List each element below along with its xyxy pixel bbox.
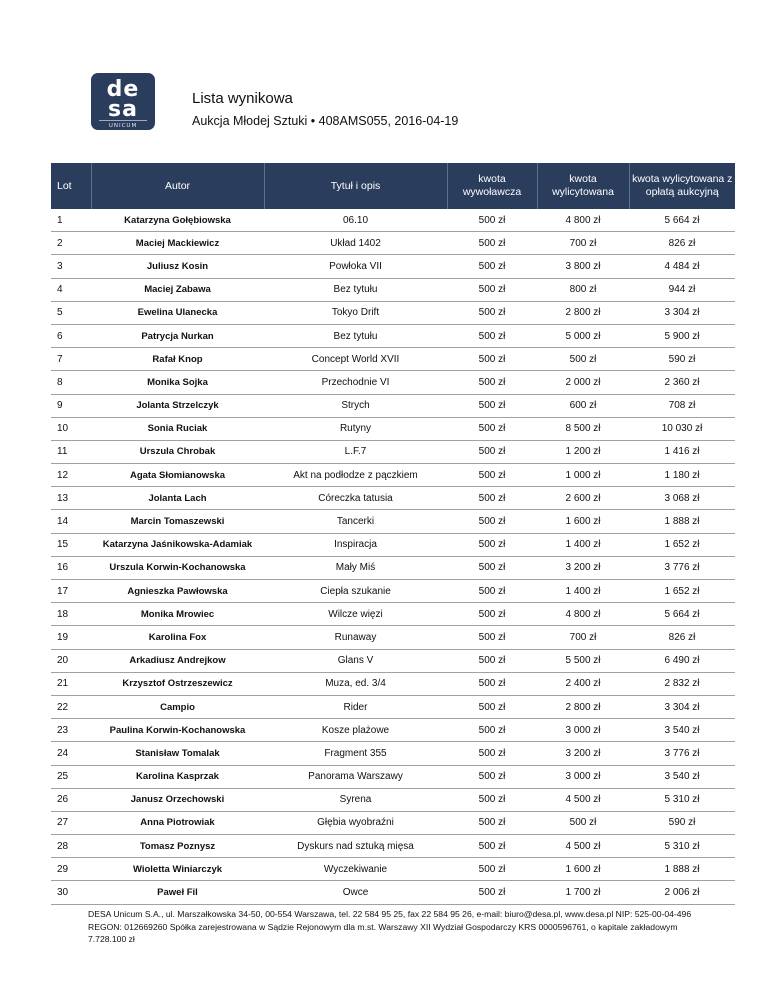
column-header-start-price: kwota wywoławcza <box>447 163 537 209</box>
column-header-lot: Lot <box>51 163 91 209</box>
start-price: 500 zł <box>447 348 537 371</box>
author-name: Stanisław Tomalak <box>91 742 264 765</box>
start-price: 500 zł <box>447 672 537 695</box>
hammer-price: 4 500 zł <box>537 835 629 858</box>
table-row <box>51 881 735 904</box>
hammer-price: 800 zł <box>537 278 629 301</box>
start-price: 500 zł <box>447 556 537 579</box>
total-price: 2 006 zł <box>629 881 735 904</box>
lot-number: 2 <box>51 232 91 255</box>
author-name: Urszula Chrobak <box>91 440 264 463</box>
start-price: 500 zł <box>447 324 537 347</box>
total-price: 3 304 zł <box>629 301 735 324</box>
column-header-author: Autor <box>91 163 264 209</box>
author-name: Campio <box>91 695 264 718</box>
author-name: Agata Słomianowska <box>91 464 264 487</box>
table-row <box>51 232 735 255</box>
table-row <box>51 510 735 533</box>
lot-number: 1 <box>51 209 91 232</box>
author-name: Paweł Fil <box>91 881 264 904</box>
start-price: 500 zł <box>447 788 537 811</box>
artwork-title: Kosze plażowe <box>264 719 447 742</box>
hammer-price: 3 000 zł <box>537 765 629 788</box>
lot-number: 22 <box>51 695 91 718</box>
start-price: 500 zł <box>447 580 537 603</box>
lot-number: 23 <box>51 719 91 742</box>
hammer-price: 500 zł <box>537 348 629 371</box>
author-name: Juliusz Kosin <box>91 255 264 278</box>
lot-number: 21 <box>51 672 91 695</box>
total-price: 3 540 zł <box>629 765 735 788</box>
lot-number: 6 <box>51 324 91 347</box>
total-price: 944 zł <box>629 278 735 301</box>
table-row <box>51 487 735 510</box>
start-price: 500 zł <box>447 603 537 626</box>
company-footer: DESA Unicum S.A., ul. Marszałkowska 34-50, 00-554 Warszawa, tel. 22 584 95 25, fax 22 584 95 26, e-mail: biuro@desa.pl, www.desa.pl NIP: 525-00-04-496 REGON: 012669260 Spółka zarejestrowana w Sądzie Rejonowym dla m.st. Warszawy XII Wydział Gospodarczy KRS 0000596761, o kapitale zakładowym 7.728.100 zł <box>88 909 692 944</box>
lot-number: 19 <box>51 626 91 649</box>
hammer-price: 2 400 zł <box>537 672 629 695</box>
total-price: 826 zł <box>629 232 735 255</box>
author-name: Maciej Mackiewicz <box>91 232 264 255</box>
table-row <box>51 440 735 463</box>
hammer-price: 500 zł <box>537 811 629 834</box>
lot-number: 11 <box>51 440 91 463</box>
start-price: 500 zł <box>447 695 537 718</box>
start-price: 500 zł <box>447 487 537 510</box>
table-row <box>51 556 735 579</box>
author-name: Paulina Korwin-Kochanowska <box>91 719 264 742</box>
artwork-title: Glans V <box>264 649 447 672</box>
lot-number: 4 <box>51 278 91 301</box>
author-name: Jolanta Strzelczyk <box>91 394 264 417</box>
hammer-price: 1 200 zł <box>537 440 629 463</box>
total-price: 3 540 zł <box>629 719 735 742</box>
start-price: 500 zł <box>447 232 537 255</box>
logo-mark <box>91 73 155 130</box>
start-price: 500 zł <box>447 510 537 533</box>
table-row <box>51 580 735 603</box>
lot-number: 7 <box>51 348 91 371</box>
hammer-price: 2 600 zł <box>537 487 629 510</box>
artwork-title: Inspiracja <box>264 533 447 556</box>
artwork-title: Córeczka tatusia <box>264 487 447 510</box>
table-body <box>51 209 735 904</box>
start-price: 500 zł <box>447 417 537 440</box>
start-price: 500 zł <box>447 626 537 649</box>
hammer-price: 5 500 zł <box>537 649 629 672</box>
start-price: 500 zł <box>447 440 537 463</box>
table-row <box>51 533 735 556</box>
table-row <box>51 719 735 742</box>
hammer-price: 1 400 zł <box>537 580 629 603</box>
artwork-title: Bez tytułu <box>264 324 447 347</box>
lot-number: 12 <box>51 464 91 487</box>
start-price: 500 zł <box>447 858 537 881</box>
table-row <box>51 695 735 718</box>
table-row <box>51 858 735 881</box>
author-name: Tomasz Poznysz <box>91 835 264 858</box>
hammer-price: 2 000 zł <box>537 371 629 394</box>
logo-line1: de <box>106 77 140 102</box>
artwork-title: Dyskurs nad sztuką mięsa <box>264 835 447 858</box>
lot-number: 25 <box>51 765 91 788</box>
lot-number: 8 <box>51 371 91 394</box>
table-row <box>51 417 735 440</box>
artwork-title: Tokyo Drift <box>264 301 447 324</box>
artwork-title: Głębia wyobraźni <box>264 811 447 834</box>
total-price: 10 030 zł <box>629 417 735 440</box>
lot-number: 18 <box>51 603 91 626</box>
start-price: 500 zł <box>447 278 537 301</box>
hammer-price: 4 800 zł <box>537 603 629 626</box>
author-name: Urszula Korwin-Kochanowska <box>91 556 264 579</box>
author-name: Marcin Tomaszewski <box>91 510 264 533</box>
author-name: Monika Mrowiec <box>91 603 264 626</box>
table-row <box>51 626 735 649</box>
artwork-title: L.F.7 <box>264 440 447 463</box>
lot-number: 14 <box>51 510 91 533</box>
lot-number: 28 <box>51 835 91 858</box>
artwork-title: Wyczekiwanie <box>264 858 447 881</box>
hammer-price: 700 zł <box>537 232 629 255</box>
hammer-price: 1 700 zł <box>537 881 629 904</box>
author-name: Patrycja Nurkan <box>91 324 264 347</box>
start-price: 500 zł <box>447 811 537 834</box>
total-price: 590 zł <box>629 811 735 834</box>
start-price: 500 zł <box>447 719 537 742</box>
author-name: Katarzyna Gołębiowska <box>91 209 264 232</box>
artwork-title: Panorama Warszawy <box>264 765 447 788</box>
total-price: 1 180 zł <box>629 464 735 487</box>
author-name: Wioletta Winiarczyk <box>91 858 264 881</box>
start-price: 500 zł <box>447 533 537 556</box>
logo-line2: sa <box>108 97 138 122</box>
lot-number: 27 <box>51 811 91 834</box>
start-price: 500 zł <box>447 742 537 765</box>
start-price: 500 zł <box>447 464 537 487</box>
artwork-title: Muza, ed. 3/4 <box>264 672 447 695</box>
column-header-title: Tytuł i opis <box>264 163 447 209</box>
table-header-row <box>51 163 735 209</box>
table-row <box>51 672 735 695</box>
hammer-price: 3 000 zł <box>537 719 629 742</box>
total-price: 1 652 zł <box>629 580 735 603</box>
artwork-title: Strych <box>264 394 447 417</box>
column-header-total-price: kwota wylicytowana z opłatą aukcyjną <box>629 163 735 209</box>
table-row <box>51 301 735 324</box>
lot-number: 24 <box>51 742 91 765</box>
artwork-title: Akt na podłodze z pączkiem <box>264 464 447 487</box>
table-row <box>51 348 735 371</box>
hammer-price: 4 500 zł <box>537 788 629 811</box>
table-row <box>51 788 735 811</box>
lot-number: 17 <box>51 580 91 603</box>
artwork-title: Przechodnie VI <box>264 371 447 394</box>
hammer-price: 8 500 zł <box>537 417 629 440</box>
hammer-price: 600 zł <box>537 394 629 417</box>
total-price: 1 652 zł <box>629 533 735 556</box>
author-name: Arkadiusz Andrejkow <box>91 649 264 672</box>
start-price: 500 zł <box>447 649 537 672</box>
lot-number: 10 <box>51 417 91 440</box>
total-price: 826 zł <box>629 626 735 649</box>
table-row <box>51 255 735 278</box>
author-name: Agnieszka Pawłowska <box>91 580 264 603</box>
artwork-title: Rutyny <box>264 417 447 440</box>
table-row <box>51 603 735 626</box>
table-row <box>51 464 735 487</box>
artwork-title: Concept World XVII <box>264 348 447 371</box>
table-row <box>51 324 735 347</box>
lot-number: 30 <box>51 881 91 904</box>
start-price: 500 zł <box>447 301 537 324</box>
artwork-title: Powłoka VII <box>264 255 447 278</box>
author-name: Karolina Fox <box>91 626 264 649</box>
total-price: 6 490 zł <box>629 649 735 672</box>
artwork-title: Ciepła szukanie <box>264 580 447 603</box>
author-name: Karolina Kasprzak <box>91 765 264 788</box>
lot-number: 29 <box>51 858 91 881</box>
table-row <box>51 649 735 672</box>
total-price: 590 zł <box>629 348 735 371</box>
artwork-title: 06.10 <box>264 209 447 232</box>
hammer-price: 4 800 zł <box>537 209 629 232</box>
author-name: Anna Piotrowiak <box>91 811 264 834</box>
lot-number: 26 <box>51 788 91 811</box>
start-price: 500 zł <box>447 394 537 417</box>
author-name: Katarzyna Jaśnikowska-Adamiak <box>91 533 264 556</box>
start-price: 500 zł <box>447 371 537 394</box>
author-name: Sonia Ruciak <box>91 417 264 440</box>
total-price: 5 900 zł <box>629 324 735 347</box>
table-row <box>51 835 735 858</box>
lot-number: 3 <box>51 255 91 278</box>
start-price: 500 zł <box>447 765 537 788</box>
lot-number: 20 <box>51 649 91 672</box>
artwork-title: Układ 1402 <box>264 232 447 255</box>
start-price: 500 zł <box>447 835 537 858</box>
artwork-title: Wilcze więzi <box>264 603 447 626</box>
start-price: 500 zł <box>447 255 537 278</box>
total-price: 5 664 zł <box>629 603 735 626</box>
artwork-title: Mały Miś <box>264 556 447 579</box>
hammer-price: 5 000 zł <box>537 324 629 347</box>
total-price: 5 310 zł <box>629 788 735 811</box>
total-price: 3 776 zł <box>629 742 735 765</box>
total-price: 2 832 zł <box>629 672 735 695</box>
author-name: Ewelina Ulanecka <box>91 301 264 324</box>
author-name: Janusz Orzechowski <box>91 788 264 811</box>
column-header-hammer-price: kwota wylicytowana <box>537 163 629 209</box>
hammer-price: 2 800 zł <box>537 695 629 718</box>
table-row <box>51 278 735 301</box>
hammer-price: 700 zł <box>537 626 629 649</box>
total-price: 3 068 zł <box>629 487 735 510</box>
author-name: Rafał Knop <box>91 348 264 371</box>
total-price: 708 zł <box>629 394 735 417</box>
hammer-price: 1 600 zł <box>537 858 629 881</box>
lot-number: 13 <box>51 487 91 510</box>
author-name: Monika Sojka <box>91 371 264 394</box>
hammer-price: 1 400 zł <box>537 533 629 556</box>
author-name: Jolanta Lach <box>91 487 264 510</box>
table-row <box>51 742 735 765</box>
page-title: Lista wynikowa <box>192 90 293 107</box>
start-price: 500 zł <box>447 881 537 904</box>
lot-number: 5 <box>51 301 91 324</box>
lot-number: 16 <box>51 556 91 579</box>
author-name: Maciej Zabawa <box>91 278 264 301</box>
total-price: 1 888 zł <box>629 858 735 881</box>
hammer-price: 1 600 zł <box>537 510 629 533</box>
logo-brand: UNICUM <box>108 123 138 129</box>
table-row <box>51 371 735 394</box>
total-price: 1 888 zł <box>629 510 735 533</box>
artwork-title: Syrena <box>264 788 447 811</box>
auction-subtitle: Aukcja Młodej Sztuki • 408AMS055, 2016-04-19 <box>192 114 459 128</box>
artwork-title: Owce <box>264 881 447 904</box>
total-price: 2 360 zł <box>629 371 735 394</box>
artwork-title: Tancerki <box>264 510 447 533</box>
start-price: 500 zł <box>447 209 537 232</box>
desa-unicum-logo <box>91 73 155 130</box>
hammer-price: 3 200 zł <box>537 742 629 765</box>
total-price: 5 664 zł <box>629 209 735 232</box>
total-price: 3 304 zł <box>629 695 735 718</box>
hammer-price: 2 800 zł <box>537 301 629 324</box>
artwork-title: Rider <box>264 695 447 718</box>
artwork-title: Bez tytułu <box>264 278 447 301</box>
hammer-price: 3 800 zł <box>537 255 629 278</box>
results-table <box>51 163 735 905</box>
author-name: Krzysztof Ostrzeszewicz <box>91 672 264 695</box>
hammer-price: 1 000 zł <box>537 464 629 487</box>
total-price: 4 484 zł <box>629 255 735 278</box>
table-row <box>51 209 735 232</box>
table-row <box>51 811 735 834</box>
table-row <box>51 765 735 788</box>
artwork-title: Fragment 355 <box>264 742 447 765</box>
total-price: 1 416 zł <box>629 440 735 463</box>
artwork-title: Runaway <box>264 626 447 649</box>
table-row <box>51 394 735 417</box>
total-price: 3 776 zł <box>629 556 735 579</box>
lot-number: 9 <box>51 394 91 417</box>
hammer-price: 3 200 zł <box>537 556 629 579</box>
lot-number: 15 <box>51 533 91 556</box>
total-price: 5 310 zł <box>629 835 735 858</box>
